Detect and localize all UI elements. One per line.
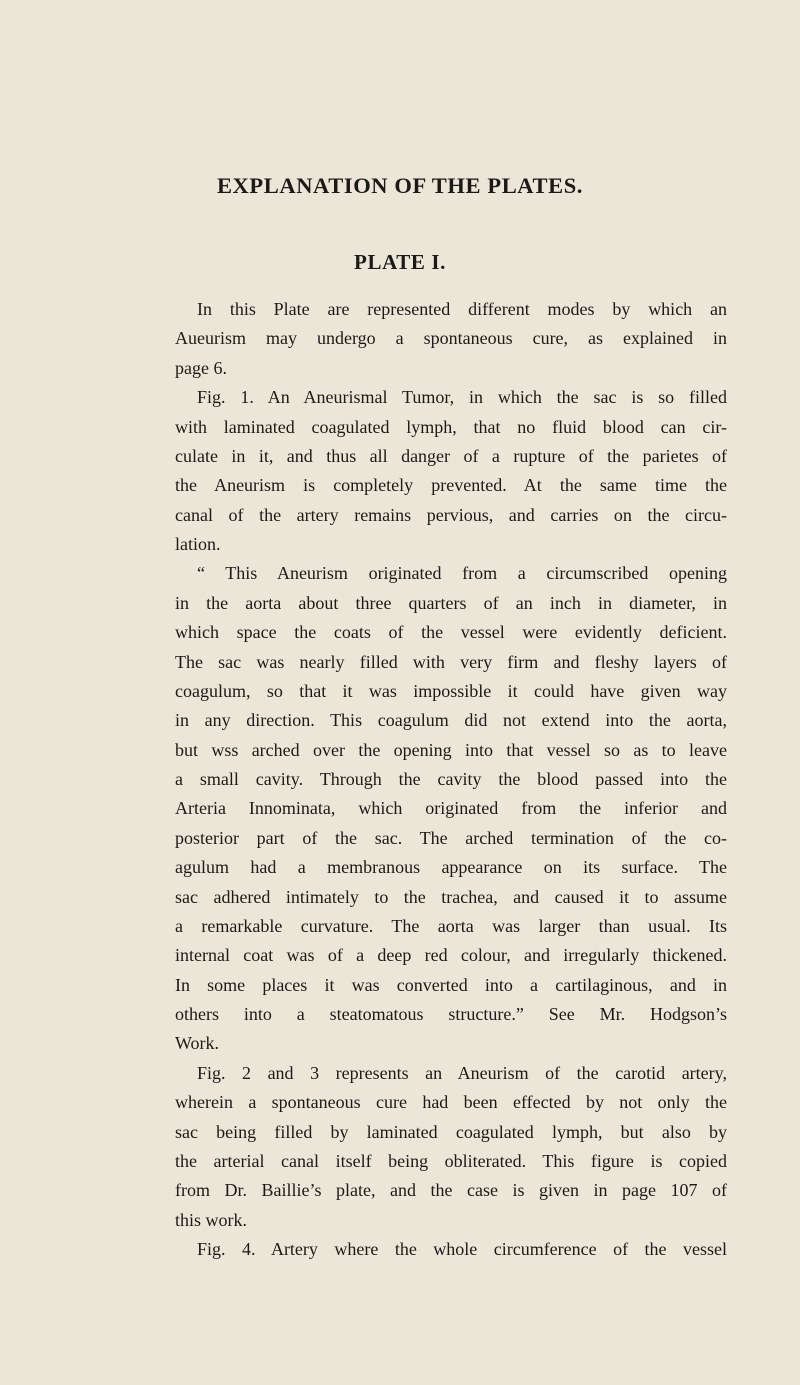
body-text xyxy=(175,295,727,1264)
text-line: Aueurism may undergo a spontaneous cure, as explained in xyxy=(175,328,727,349)
page-title: EXPLANATION OF THE PLATES. xyxy=(216,173,584,198)
text-line: Fig. 1. An Aneurismal Tumor, in which the sac is so filled xyxy=(197,387,727,408)
text-line: In this Plate are represented different modes by which an xyxy=(197,299,727,319)
text-line: Fig. 2 and 3 represents an Aneurism of the carotid artery, xyxy=(197,1062,727,1083)
text-line: culate in it, and thus all danger of a rupture of the parietes of xyxy=(175,445,727,466)
text-line: others into a steatomatous structure.” See Mr. Hodgson’s xyxy=(175,1004,727,1024)
text-line: posterior part of the sac. The arched termination of the co- xyxy=(175,827,727,848)
text-line: but wss arched over the opening into that vessel so as to leave xyxy=(175,739,727,760)
text-line: the Aneurism is completely prevented. At the same time the xyxy=(175,475,727,496)
text-line: page 6. xyxy=(175,357,227,378)
text-line: “ This Aneurism originated from a circumscribed opening xyxy=(197,563,727,584)
text-line: the arterial canal itself being obliterated. This figure is copied xyxy=(175,1150,727,1171)
text-line: agulum had a membranous appearance on its surface. The xyxy=(175,857,727,878)
text-line: canal of the artery remains pervious, and carries on the circu- xyxy=(175,504,727,525)
paragraph-fig-1 xyxy=(175,383,727,559)
text-line: The sac was nearly filled with very firm and fleshy layers of xyxy=(175,651,727,672)
text-line: In some places it was converted into a cartilaginous, and in xyxy=(175,974,727,995)
text-line: with laminated coagulated lymph, that no fluid blood can cir- xyxy=(175,416,727,437)
text-line: from Dr. Baillie’s plate, and the case is given in page 107 of xyxy=(175,1180,727,1201)
paragraph-fig-4 xyxy=(175,1235,727,1264)
text-line: internal coat was of a deep red colour, and irregularly thickened. xyxy=(175,945,727,966)
text-line: this work. xyxy=(175,1209,247,1230)
paragraph-fig-2-3 xyxy=(175,1059,727,1235)
text-line: Work. xyxy=(175,1033,220,1054)
plate-heading: PLATE I. xyxy=(354,250,446,274)
text-line: wherein a spontaneous cure had been effected by not only the xyxy=(175,1092,727,1113)
text-line: Fig. 4. Artery where the whole circumference of the vessel xyxy=(197,1239,727,1259)
text-line: a remarkable curvature. The aorta was larger than usual. Its xyxy=(175,915,727,936)
text-line: in any direction. This coagulum did not extend into the aorta, xyxy=(175,710,727,731)
text-line: sac adhered intimately to the trachea, and caused it to assume xyxy=(175,886,727,907)
paragraph-quotation xyxy=(175,559,727,1058)
text-line: coagulum, so that it was impossible it could have given way xyxy=(175,680,727,701)
text-line: a small cavity. Through the cavity the blood passed into the xyxy=(175,769,727,789)
text-line: Arteria Innominata, which originated from the inferior and xyxy=(175,798,727,819)
paragraph-intro xyxy=(175,295,727,383)
text-line: sac being filled by laminated coagulated lymph, but also by xyxy=(175,1121,727,1142)
text-line: lation. xyxy=(175,534,221,554)
text-line: which space the coats of the vessel were evidently deficient. xyxy=(175,622,727,643)
text-line: in the aorta about three quarters of an inch in diameter, in xyxy=(175,592,727,613)
